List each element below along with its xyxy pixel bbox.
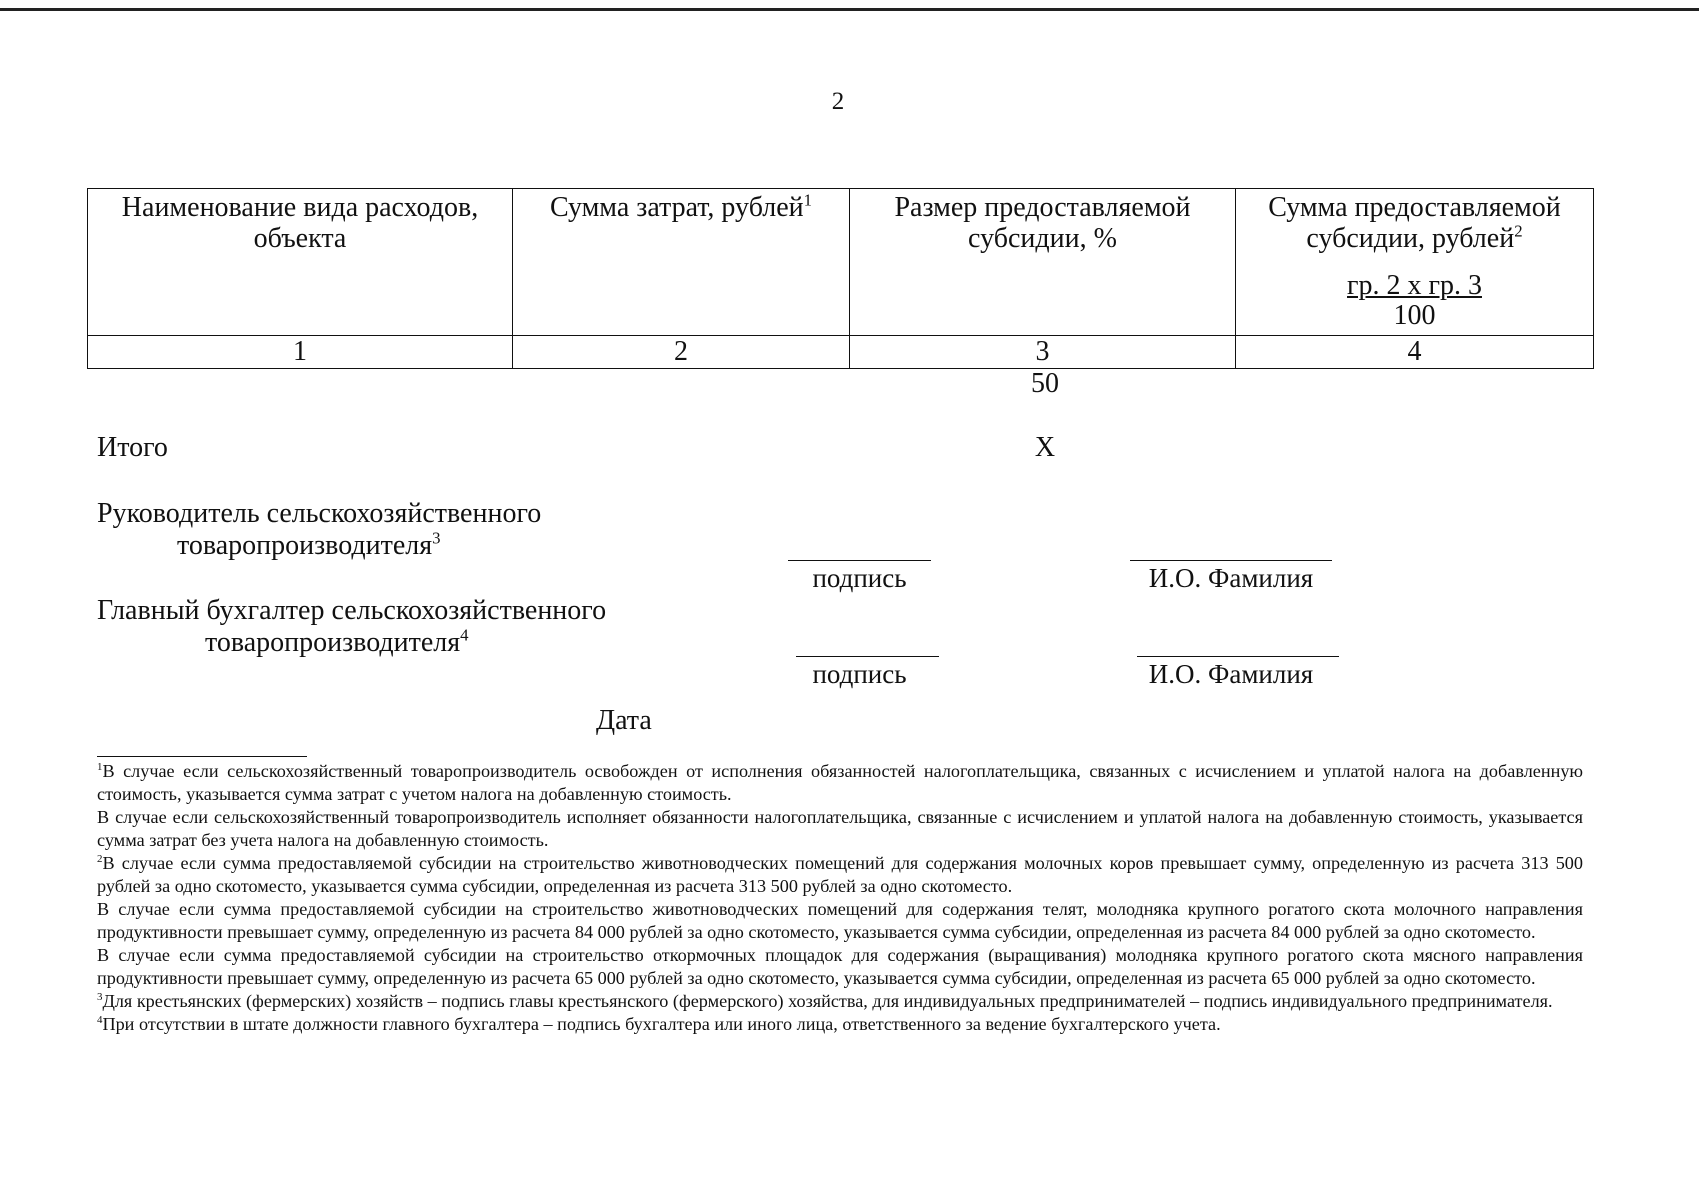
head-title-line2-wrap bbox=[97, 530, 541, 562]
head-signatory-title bbox=[97, 498, 541, 562]
head-signature-caption: подпись bbox=[812, 563, 907, 593]
footnote bbox=[97, 898, 1583, 944]
footnote-text: Для крестьянских (фермерских) хозяйств – подпись главы крестьянского (фермерского) хозяйства, для индивидуальных предпринимателей – подпись индивидуального предпринимателя. bbox=[102, 991, 1553, 1011]
column-number: 2 bbox=[513, 336, 850, 369]
accountant-signature-caption: подпись bbox=[812, 659, 907, 689]
header-label: Сумма затрат, рублей bbox=[549, 192, 804, 223]
footnote-ref: 1 bbox=[803, 190, 813, 210]
formula-numerator: гр. 2 х гр. 3 bbox=[1347, 269, 1482, 301]
footnote-ref: 4 bbox=[460, 625, 469, 645]
subsidy-percent-value: 50 bbox=[1031, 368, 1059, 399]
footnote-text: В случае если сумма предоставляемой субсидии на строительство откормочных площадок для содержания (выращивания) молодняка крупного рогатого скота мясного направления продуктивности превышает сумму, определенную из расчета 65 000 рублей за одно скотоместо, указывается сумма субсидии, определенная из расчета 65 000 рублей за одно скотоместо. bbox=[97, 945, 1583, 988]
column-number: 3 bbox=[850, 336, 1236, 369]
header-label: Наименование вида расходов, объекта bbox=[121, 192, 479, 254]
accountant-title-line1: Главный бухгалтер сельскохозяйственного bbox=[97, 595, 607, 626]
page-number: 2 bbox=[831, 88, 845, 115]
footnotes-section bbox=[97, 760, 1583, 1036]
footnote bbox=[97, 760, 1583, 806]
footnote bbox=[97, 1013, 1583, 1036]
footnote-text: В случае если сельскохозяйственный товаропроизводитель исполняет обязанности налогоплательщика, связанные с исчислением и уплатой налога на добавленную стоимость, указывается сумма затрат без учета налога на добавленную стоимость. bbox=[97, 807, 1583, 850]
footnote-text: При отсутствии в штате должности главного бухгалтера – подпись бухгалтера или иного лица, ответственного за ведение бухгалтерского учета. bbox=[102, 1014, 1221, 1034]
table-header-row bbox=[88, 189, 1594, 336]
footnote-marker: 1 bbox=[97, 760, 103, 773]
header-expense-type bbox=[88, 189, 513, 336]
footnote bbox=[97, 944, 1583, 990]
footnote-ref: 2 bbox=[1514, 221, 1523, 241]
total-x-mark: Х bbox=[1034, 432, 1056, 463]
footnote bbox=[97, 806, 1583, 852]
header-label: Размер предоставляемой субсидии, % bbox=[894, 192, 1191, 254]
accountant-name-line bbox=[1137, 656, 1339, 657]
footnote bbox=[97, 852, 1583, 898]
head-signature-line bbox=[788, 560, 931, 561]
footnote-text: В случае если сумма предоставляемой субсидии на строительство животноводческих помещений для содержания молочных коров превышает сумму, определенную из расчета 313 500 рублей за одно скотоместо, указывается сумма субсидии, определенная из расчета 313 500 рублей за одно скотоместо. bbox=[97, 853, 1583, 896]
footnote-text: В случае если сумма предоставляемой субсидии на строительство животноводческих помещений для содержания телят, молодняка крупного рогатого скота молочного направления продуктивности превышает сумму, определенную из расчета 84 000 рублей за одно скотоместо, указывается сумма субсидии, определенная из расчета 84 000 рублей за одно скотоместо. bbox=[97, 899, 1583, 942]
head-name-line bbox=[1130, 560, 1332, 561]
total-label: Итого bbox=[97, 432, 168, 463]
subsidy-formula bbox=[1347, 271, 1482, 333]
accountant-signature-line bbox=[796, 656, 939, 657]
header-subsidy-percent bbox=[850, 189, 1236, 336]
footnote-text: В случае если сельскохозяйственный товаропроизводитель освобожден от исполнения обязанностей налогоплательщика, связанных с исчислением и уплатой налога на добавленную стоимость, указывается сумма затрат с учетом налога на добавленную стоимость. bbox=[97, 761, 1583, 804]
footnote-divider bbox=[97, 756, 307, 757]
header-label: Сумма предоставляемой субсидии, рублей bbox=[1268, 192, 1561, 254]
footnote-marker: 2 bbox=[97, 852, 103, 865]
footnote bbox=[97, 990, 1583, 1013]
head-title-line2: товаропроизводителя bbox=[177, 530, 433, 562]
footnote-ref: 3 bbox=[432, 528, 441, 548]
accountant-title-line2: товаропроизводителя bbox=[205, 627, 461, 659]
accountant-name-caption: И.О. Фамилия bbox=[1148, 659, 1314, 689]
header-cost-sum bbox=[513, 189, 850, 336]
header-subsidy-sum bbox=[1236, 189, 1594, 336]
accountant-signatory-title bbox=[97, 595, 606, 659]
top-border-rule bbox=[0, 8, 1699, 11]
footnote-marker: 3 bbox=[97, 990, 103, 1003]
subsidy-calculation-table bbox=[87, 188, 1594, 369]
head-name-caption: И.О. Фамилия bbox=[1148, 563, 1314, 593]
accountant-title-line2-wrap bbox=[97, 627, 606, 659]
column-number-row bbox=[88, 336, 1594, 369]
column-number: 4 bbox=[1236, 336, 1594, 369]
date-label: Дата bbox=[596, 705, 652, 736]
formula-denominator: 100 bbox=[1393, 300, 1436, 332]
column-number: 1 bbox=[88, 336, 513, 369]
head-title-line1: Руководитель сельскохозяйственного bbox=[97, 498, 542, 529]
footnote-marker: 4 bbox=[97, 1013, 103, 1026]
